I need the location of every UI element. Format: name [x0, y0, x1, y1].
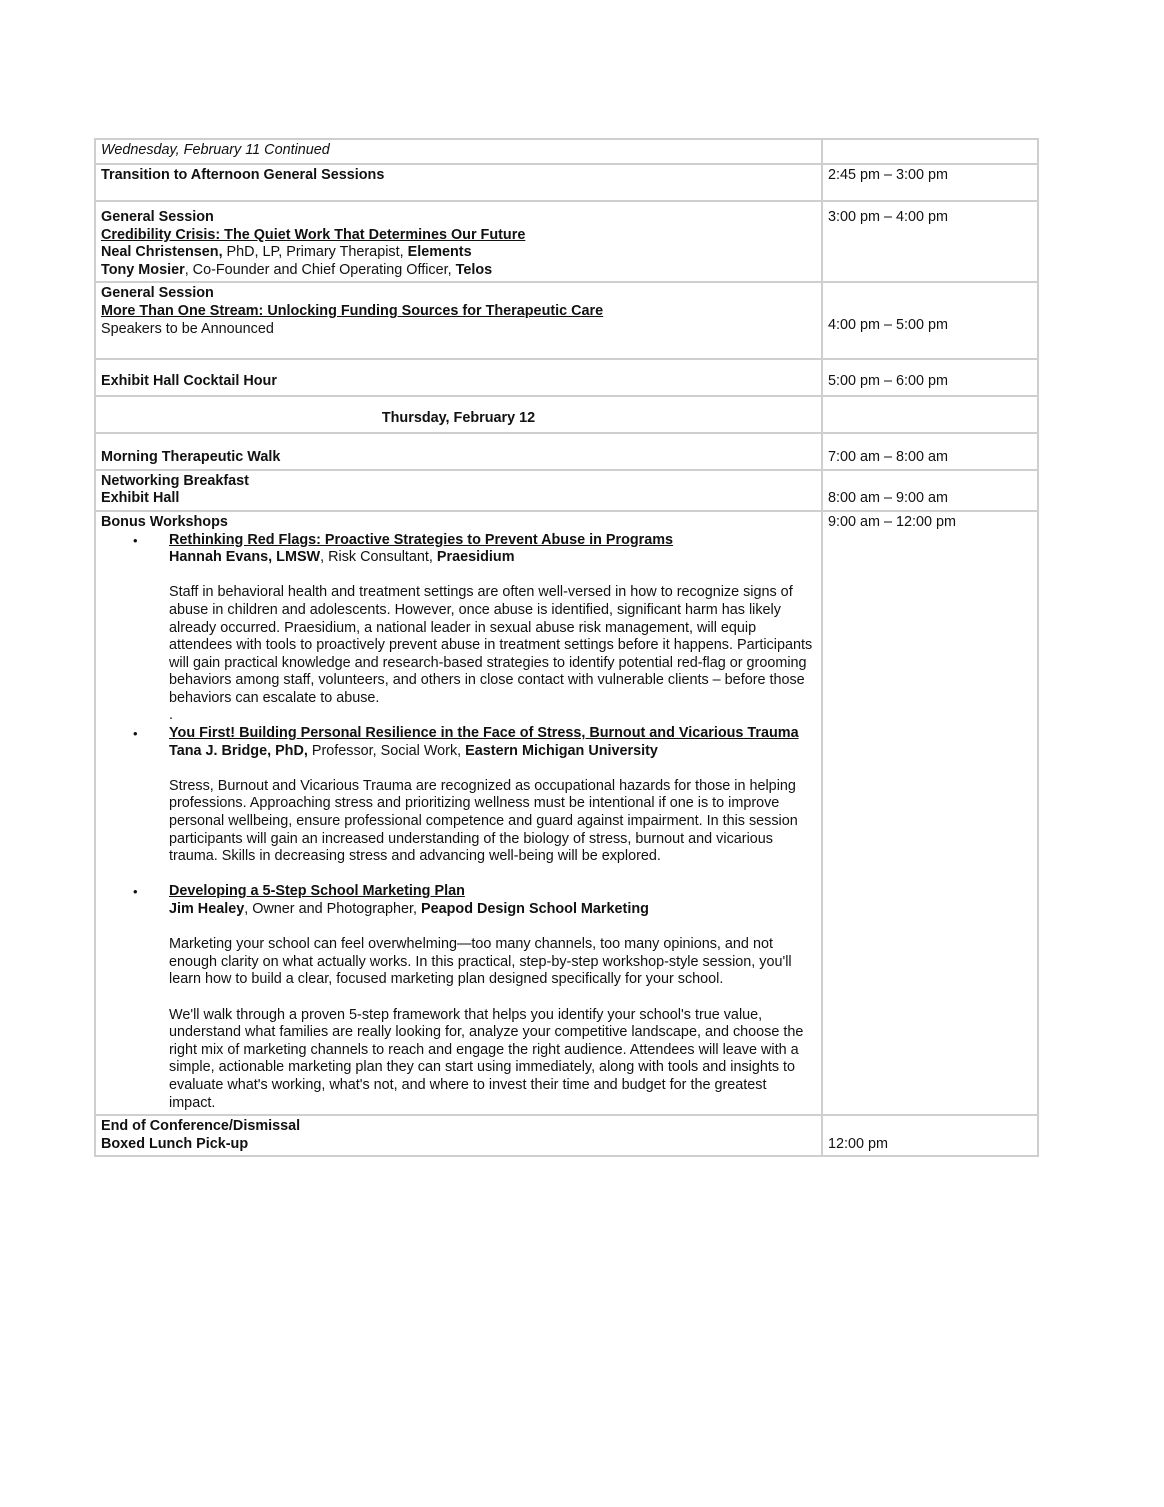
session-title: Credibility Crisis: The Quiet Work That Determines Our Future [101, 226, 526, 243]
session-subtitle: Boxed Lunch Pick-up [101, 1135, 249, 1152]
table-row-general-session-2 [95, 282, 1038, 358]
time-cell [822, 511, 1038, 1115]
session-cell [95, 433, 822, 470]
workshop-list [101, 532, 816, 1113]
day-header: Wednesday, February 11 Continued [101, 142, 330, 158]
bullet-icon: • [133, 532, 138, 548]
speaker-name: Tony Mosier [101, 261, 185, 278]
session-time: 5:00 pm – 6:00 pm [828, 372, 948, 389]
table-row-transition [95, 164, 1038, 201]
bullet-icon: • [133, 884, 138, 900]
table-row-walk [95, 433, 1038, 470]
session-location: Exhibit Hall [101, 490, 180, 507]
bullet-icon: • [133, 726, 138, 742]
session-title: Networking Breakfast [101, 472, 249, 489]
time-cell [822, 433, 1038, 470]
speaker-org: Peapod Design School Marketing [421, 901, 649, 917]
trailing-dot: . [169, 707, 173, 724]
workshop-description: Marketing your school can feel overwhelming—too many channels, too many opinions, and not enough clarity on what actually works. In this practical, step-by-step workshop-style session, you'll learn how to build a clear, focused marketing plan designed specifically for your school. [169, 936, 792, 988]
schedule-table [94, 138, 1039, 1157]
list-item [101, 532, 816, 726]
workshop-description: We'll walk through a proven 5-step framework that helps you identify your school's true value, understand what families are really looking for, analyze your competitive landscape, and choose the right mix of marketing channels to reach and engage the right audience. Attendees will leave with a simple, actionable marketing plan they can start using immediately, along with tools and insights to evaluate what's working, what's not, and where to invest their time and budget for the greatest impact. [169, 1006, 804, 1111]
session-time: 2:45 pm – 3:00 pm [828, 167, 948, 183]
session-title: End of Conference/Dismissal [101, 1118, 301, 1135]
time-cell [822, 470, 1038, 511]
day-heading-cell [95, 396, 822, 433]
day-heading: Thursday, February 12 [381, 409, 536, 426]
workshop-title: You First! Building Personal Resilience in the Face of Stress, Burnout and Vicarious Trauma [169, 725, 799, 742]
speaker-role: , Co-Founder and Chief Operating Officer, [184, 261, 456, 278]
session-time: 12:00 pm [828, 1135, 889, 1152]
table-row-workshops [95, 511, 1038, 1115]
session-cell [95, 201, 822, 282]
speaker-org: Praesidium [436, 549, 515, 566]
table-row-day-header [95, 139, 1038, 164]
session-time: 9:00 am – 12:00 pm [828, 513, 956, 530]
session-cell [95, 1115, 822, 1156]
session-time: 8:00 am – 9:00 am [828, 490, 948, 507]
session-time: 4:00 pm – 5:00 pm [828, 317, 948, 334]
speaker-role: PhD, LP, Primary Therapist, [222, 244, 408, 261]
table-row-breakfast [95, 470, 1038, 511]
time-cell [822, 282, 1038, 358]
speakers-note: Speakers to be Announced [101, 320, 274, 337]
session-cell [95, 470, 822, 511]
speaker-role: Professor, Social Work, [307, 742, 466, 759]
workshop-description: Staff in behavioral health and treatment settings are often well-versed in how to recognize signs of abuse in children and adolescents. However, once abuse is identified, significant harm has likely already occurred. Praesidium, a national leader in sexual abuse risk management, will equip attendees with tools to proactively prevent abuse in treatment settings before it happens. Participants will gain practical knowledge and research-based strategies to identify potential red-flag or grooming behaviors among staff, volunteers, and others in close contact with vulnerable clients – before those behaviors can escalate to abuse. [169, 584, 813, 706]
table-row-cocktail-hour [95, 359, 1038, 396]
list-item [101, 725, 816, 883]
day-header-cell [95, 139, 822, 164]
workshop-title: Rethinking Red Flags: Proactive Strategies to Prevent Abuse in Programs [169, 531, 674, 548]
session-label: General Session [101, 209, 214, 225]
speaker-org: Telos [455, 261, 493, 278]
speaker-name: Jim Healey [169, 901, 245, 917]
session-cell [95, 359, 822, 396]
session-label: Bonus Workshops [101, 513, 228, 530]
empty-time-cell [822, 396, 1038, 433]
session-cell [95, 164, 822, 201]
session-title: Morning Therapeutic Walk [101, 448, 281, 465]
table-row-end [95, 1115, 1038, 1156]
time-cell [822, 201, 1038, 282]
workshop-title: Developing a 5-Step School Marketing Plan [169, 883, 465, 900]
speaker-name: Neal Christensen, [101, 244, 223, 261]
list-item [101, 883, 816, 1112]
session-title: Transition to Afternoon General Sessions [101, 167, 385, 183]
session-time: 3:00 pm – 4:00 pm [828, 209, 948, 225]
speaker-role: , Owner and Photographer, [244, 901, 422, 917]
time-cell [822, 1115, 1038, 1156]
time-cell [822, 164, 1038, 201]
speaker-role: , Risk Consultant, [320, 549, 437, 566]
session-cell [95, 282, 822, 358]
speaker-name: Hannah Evans, LMSW [169, 549, 321, 566]
speaker-name: Tana J. Bridge, PhD, [169, 742, 308, 759]
time-cell [822, 359, 1038, 396]
table-row-thursday [95, 396, 1038, 433]
session-title: Exhibit Hall Cocktail Hour [101, 372, 277, 389]
session-cell [95, 511, 822, 1115]
workshop-description: Stress, Burnout and Vicarious Trauma are recognized as occupational hazards for those in helping professions. Approaching stress and prioritizing wellness must be intentional if one is to improve personal wellbeing, ensure professional competence and guard against impairment. In this session participants will gain an increased understanding of the biology of stress, burnout and vicarious trauma. Skills in decreasing stress and advancing well-being will be explored. [169, 777, 798, 865]
speaker-org: Eastern Michigan University [465, 742, 658, 759]
table-row-general-session-1 [95, 201, 1038, 282]
empty-time-cell [822, 139, 1038, 164]
session-time: 7:00 am – 8:00 am [828, 448, 948, 465]
session-title: More Than One Stream: Unlocking Funding Sources for Therapeutic Care [101, 302, 604, 319]
speaker-org: Elements [407, 244, 472, 261]
session-label: General Session [101, 285, 214, 302]
